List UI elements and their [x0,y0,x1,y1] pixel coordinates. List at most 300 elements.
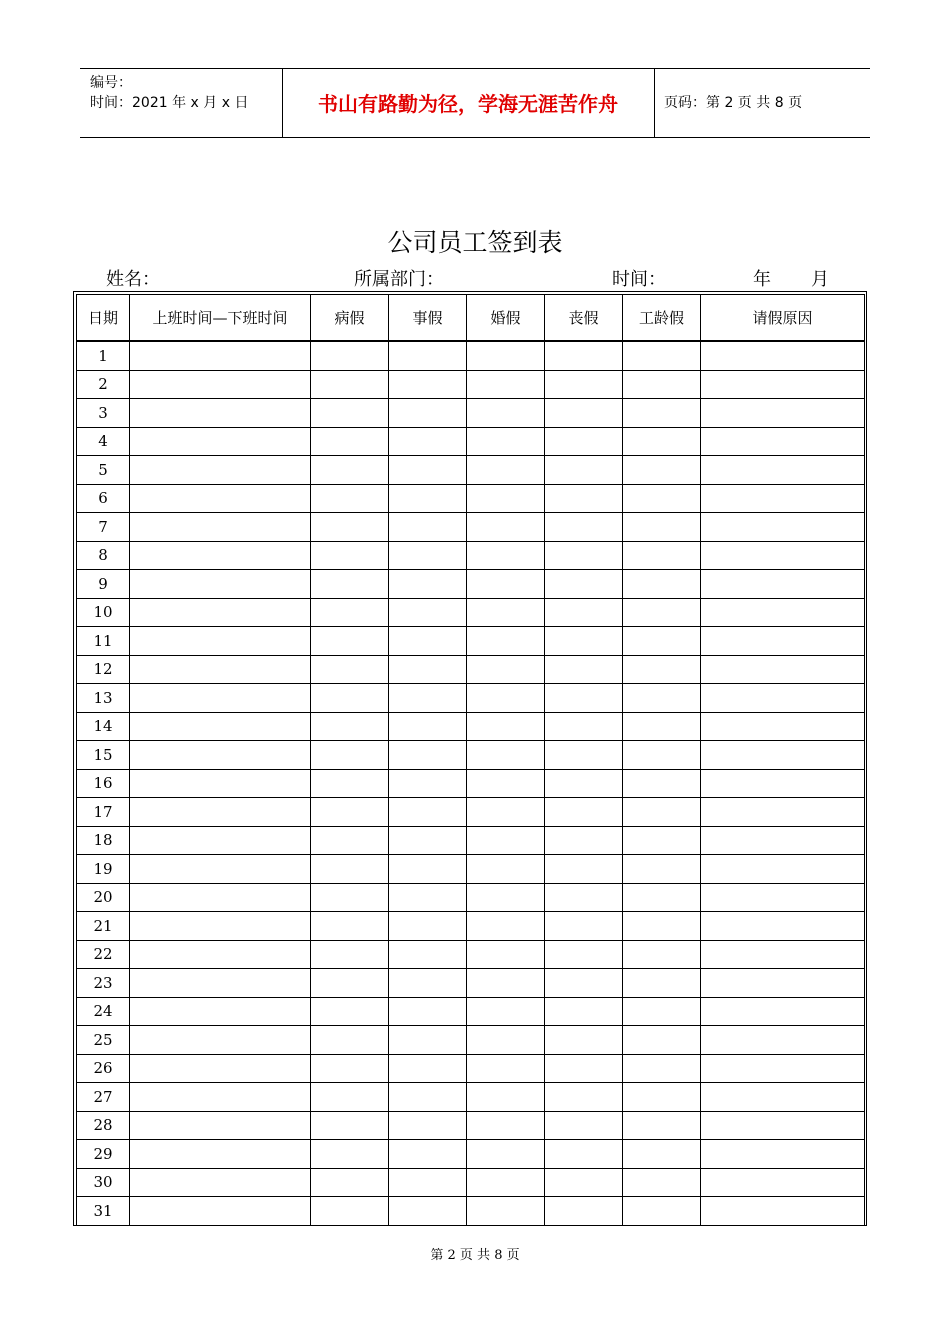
entry-cell[interactable] [623,655,701,684]
entry-cell[interactable] [545,1197,623,1226]
table-row [77,627,865,656]
entry-cell[interactable] [701,1026,865,1055]
entry-cell[interactable] [701,1111,865,1140]
day-number: 5 [77,456,130,485]
entry-cell[interactable] [467,1083,545,1112]
column-header: 病假 [311,295,389,342]
entry-cell[interactable] [130,912,311,941]
entry-cell[interactable] [623,1083,701,1112]
entry-cell[interactable] [467,1197,545,1226]
day-number: 19 [77,855,130,884]
day-number: 22 [77,940,130,969]
entry-cell[interactable] [389,912,467,941]
entry-cell[interactable] [545,798,623,827]
day-number: 26 [77,1054,130,1083]
entry-cell[interactable] [389,1083,467,1112]
entry-cell[interactable] [311,541,389,570]
entry-cell[interactable] [545,940,623,969]
entry-cell[interactable] [311,826,389,855]
entry-cell[interactable] [389,456,467,485]
entry-cell[interactable] [545,741,623,770]
entry-cell[interactable] [623,855,701,884]
day-number: 25 [77,1026,130,1055]
entry-cell[interactable] [467,712,545,741]
entry-cell[interactable] [311,798,389,827]
entry-cell[interactable] [311,427,389,456]
column-header: 工龄假 [623,295,701,342]
entry-cell[interactable] [311,513,389,542]
entry-cell[interactable] [311,855,389,884]
entry-cell[interactable] [389,541,467,570]
entry-cell[interactable] [545,855,623,884]
entry-cell[interactable] [130,627,311,656]
table-row [77,570,865,599]
entry-cell[interactable] [311,1168,389,1197]
entry-cell[interactable] [130,655,311,684]
entry-cell[interactable] [389,741,467,770]
day-number: 16 [77,769,130,798]
column-header: 日期 [77,295,130,342]
entry-cell[interactable] [311,940,389,969]
entry-cell[interactable] [467,627,545,656]
entry-cell[interactable] [130,456,311,485]
table-row [77,1168,865,1197]
entry-cell[interactable] [389,712,467,741]
day-number: 14 [77,712,130,741]
entry-cell[interactable] [545,826,623,855]
entry-cell[interactable] [623,1197,701,1226]
entry-cell[interactable] [311,1140,389,1169]
entry-cell[interactable] [701,370,865,399]
entry-cell[interactable] [311,969,389,998]
entry-cell[interactable] [467,684,545,713]
entry-cell[interactable] [389,427,467,456]
entry-cell[interactable] [623,456,701,485]
entry-cell[interactable] [467,541,545,570]
entry-cell[interactable] [623,484,701,513]
day-number: 10 [77,598,130,627]
entry-cell[interactable] [467,341,545,370]
entry-cell[interactable] [545,456,623,485]
entry-cell[interactable] [701,627,865,656]
entry-cell[interactable] [130,484,311,513]
entry-cell[interactable] [311,1083,389,1112]
entry-cell[interactable] [701,997,865,1026]
entry-cell[interactable] [701,1054,865,1083]
day-number: 20 [77,883,130,912]
table-row [77,855,865,884]
entry-cell[interactable] [389,997,467,1026]
column-header: 婚假 [467,295,545,342]
entry-cell[interactable] [389,570,467,599]
month-label: 月 [811,269,829,290]
entry-cell[interactable] [545,570,623,599]
entry-cell[interactable] [130,855,311,884]
entry-cell[interactable] [545,912,623,941]
day-number: 3 [77,399,130,428]
table-header-row [77,295,865,342]
entry-cell[interactable] [623,912,701,941]
entry-cell[interactable] [623,427,701,456]
entry-cell[interactable] [623,513,701,542]
entry-cell[interactable] [623,769,701,798]
entry-cell[interactable] [130,997,311,1026]
page-header [80,68,870,138]
entry-cell[interactable] [130,1111,311,1140]
entry-cell[interactable] [545,1168,623,1197]
header-motto: 书山有路勤为径，学海无涯苦作舟 [318,92,618,116]
time-label: 时间： [612,269,666,290]
entry-cell[interactable] [311,598,389,627]
table-row [77,484,865,513]
entry-cell[interactable] [389,1140,467,1169]
entry-cell[interactable] [545,370,623,399]
entry-cell[interactable] [467,370,545,399]
entry-cell[interactable] [545,1111,623,1140]
entry-cell[interactable] [389,826,467,855]
entry-cell[interactable] [623,969,701,998]
department-label: 所属部门： [354,269,444,290]
entry-cell[interactable] [130,1140,311,1169]
entry-cell[interactable] [467,912,545,941]
entry-cell[interactable] [389,341,467,370]
entry-cell[interactable] [623,741,701,770]
entry-cell[interactable] [389,370,467,399]
entry-cell[interactable] [389,769,467,798]
entry-cell[interactable] [467,1168,545,1197]
entry-cell[interactable] [545,655,623,684]
entry-cell[interactable] [311,912,389,941]
entry-cell[interactable] [130,1026,311,1055]
entry-cell[interactable] [701,541,865,570]
day-number: 11 [77,627,130,656]
entry-cell[interactable] [389,855,467,884]
entry-cell[interactable] [545,484,623,513]
entry-cell[interactable] [545,1026,623,1055]
entry-cell[interactable] [467,1111,545,1140]
entry-cell[interactable] [389,484,467,513]
entry-cell[interactable] [130,712,311,741]
day-number: 27 [77,1083,130,1112]
entry-cell[interactable] [389,798,467,827]
entry-cell[interactable] [545,541,623,570]
table-row [77,883,865,912]
table-row [77,427,865,456]
entry-cell[interactable] [467,826,545,855]
column-header: 丧假 [545,295,623,342]
entry-cell[interactable] [623,370,701,399]
entry-cell[interactable] [701,883,865,912]
table-row [77,940,865,969]
entry-cell[interactable] [130,598,311,627]
entry-cell[interactable] [467,1140,545,1169]
entry-cell[interactable] [311,712,389,741]
entry-cell[interactable] [311,655,389,684]
entry-cell[interactable] [701,513,865,542]
entry-cell[interactable] [545,769,623,798]
entry-cell[interactable] [701,341,865,370]
entry-cell[interactable] [545,598,623,627]
entry-cell[interactable] [311,741,389,770]
table-body [77,341,865,1225]
entry-cell[interactable] [389,598,467,627]
entry-cell[interactable] [467,1054,545,1083]
entry-cell[interactable] [130,883,311,912]
entry-cell[interactable] [545,684,623,713]
entry-cell[interactable] [701,712,865,741]
entry-cell[interactable] [130,399,311,428]
entry-cell[interactable] [311,1026,389,1055]
table-row [77,370,865,399]
entry-cell[interactable] [130,1197,311,1226]
entry-cell[interactable] [701,1083,865,1112]
day-number: 13 [77,684,130,713]
entry-cell[interactable] [130,1054,311,1083]
entry-cell[interactable] [467,855,545,884]
entry-cell[interactable] [701,456,865,485]
table-row [77,598,865,627]
table-row [77,456,865,485]
day-number: 15 [77,741,130,770]
entry-cell[interactable] [467,883,545,912]
entry-cell[interactable] [701,598,865,627]
table-row [77,541,865,570]
header-meta [90,73,248,113]
entry-cell[interactable] [545,341,623,370]
entry-cell[interactable] [545,883,623,912]
entry-cell[interactable] [623,798,701,827]
day-number: 7 [77,513,130,542]
entry-cell[interactable] [130,1168,311,1197]
entry-cell[interactable] [545,627,623,656]
name-label: 姓名： [106,269,160,290]
entry-cell[interactable] [467,997,545,1026]
entry-cell[interactable] [130,826,311,855]
entry-cell[interactable] [701,798,865,827]
entry-cell[interactable] [623,341,701,370]
attendance-table-frame [73,291,867,1226]
table-row [77,399,865,428]
entry-cell[interactable] [467,769,545,798]
table-row [77,969,865,998]
day-number: 6 [77,484,130,513]
day-number: 8 [77,541,130,570]
entry-cell[interactable] [130,513,311,542]
entry-cell[interactable] [467,969,545,998]
entry-cell[interactable] [311,883,389,912]
entry-cell[interactable] [130,1083,311,1112]
entry-cell[interactable] [467,940,545,969]
table-row [77,826,865,855]
entry-cell[interactable] [389,969,467,998]
entry-cell[interactable] [701,969,865,998]
number-label: 编号： [90,75,132,91]
entry-cell[interactable] [623,1140,701,1169]
entry-cell[interactable] [311,1054,389,1083]
entry-cell[interactable] [701,1140,865,1169]
entry-cell[interactable] [545,712,623,741]
entry-cell[interactable] [389,1026,467,1055]
entry-cell[interactable] [467,741,545,770]
entry-cell[interactable] [130,541,311,570]
table-row [77,513,865,542]
entry-cell[interactable] [701,855,865,884]
entry-cell[interactable] [130,427,311,456]
page-footer: 第 2 页 共 8 页 [430,1248,520,1263]
entry-cell[interactable] [701,741,865,770]
entry-cell[interactable] [389,684,467,713]
entry-cell[interactable] [623,940,701,969]
entry-cell[interactable] [701,399,865,428]
entry-cell[interactable] [545,513,623,542]
entry-cell[interactable] [389,940,467,969]
entry-cell[interactable] [130,940,311,969]
entry-cell[interactable] [701,427,865,456]
entry-cell[interactable] [623,997,701,1026]
date-label: 时间：2021 年 x 月 x 日 [90,95,249,111]
entry-cell[interactable] [545,1140,623,1169]
entry-cell[interactable] [623,627,701,656]
entry-cell[interactable] [311,997,389,1026]
entry-cell[interactable] [545,969,623,998]
day-number: 18 [77,826,130,855]
entry-cell[interactable] [467,456,545,485]
entry-cell[interactable] [311,627,389,656]
entry-cell[interactable] [623,1054,701,1083]
entry-cell[interactable] [130,741,311,770]
day-number: 24 [77,997,130,1026]
table-row [77,769,865,798]
entry-cell[interactable] [623,399,701,428]
table-row [77,741,865,770]
table-row [77,655,865,684]
entry-cell[interactable] [389,513,467,542]
table-row [77,1026,865,1055]
day-number: 29 [77,1140,130,1169]
entry-cell[interactable] [545,1054,623,1083]
entry-cell[interactable] [467,1026,545,1055]
entry-cell[interactable] [545,1083,623,1112]
entry-cell[interactable] [701,684,865,713]
table-row [77,798,865,827]
entry-cell[interactable] [701,769,865,798]
entry-cell[interactable] [623,598,701,627]
entry-cell[interactable] [467,399,545,428]
table-row [77,684,865,713]
entry-cell[interactable] [467,798,545,827]
entry-cell[interactable] [467,484,545,513]
day-number: 12 [77,655,130,684]
entry-cell[interactable] [389,627,467,656]
entry-cell[interactable] [623,541,701,570]
table-row [77,1140,865,1169]
day-number: 9 [77,570,130,599]
entry-cell[interactable] [130,370,311,399]
entry-cell[interactable] [311,1111,389,1140]
table-row [77,341,865,370]
day-number: 31 [77,1197,130,1226]
header-divider [654,69,655,137]
year-label: 年 [753,269,771,290]
table-row [77,1111,865,1140]
day-number: 23 [77,969,130,998]
entry-cell[interactable] [130,798,311,827]
column-header: 上班时间—下班时间 [130,295,311,342]
entry-cell[interactable] [311,570,389,599]
day-number: 2 [77,370,130,399]
entry-cell[interactable] [623,1168,701,1197]
entry-cell[interactable] [701,1197,865,1226]
entry-cell[interactable] [311,484,389,513]
entry-cell[interactable] [389,399,467,428]
entry-cell[interactable] [389,1168,467,1197]
entry-cell[interactable] [311,769,389,798]
entry-cell[interactable] [130,769,311,798]
entry-cell[interactable] [389,1197,467,1226]
entry-cell[interactable] [701,484,865,513]
day-number: 28 [77,1111,130,1140]
entry-cell[interactable] [467,570,545,599]
entry-cell[interactable] [311,1197,389,1226]
entry-cell[interactable] [623,1026,701,1055]
entry-cell[interactable] [467,427,545,456]
header-page-info: 页码：第 2 页 共 8 页 [664,95,803,111]
entry-cell[interactable] [389,655,467,684]
entry-cell[interactable] [545,427,623,456]
entry-cell[interactable] [701,1168,865,1197]
entry-cell[interactable] [389,883,467,912]
entry-cell[interactable] [467,513,545,542]
table-row [77,1197,865,1226]
entry-cell[interactable] [701,655,865,684]
entry-cell[interactable] [467,655,545,684]
entry-cell[interactable] [623,684,701,713]
table-row [77,997,865,1026]
entry-cell[interactable] [311,456,389,485]
entry-cell[interactable] [130,969,311,998]
day-number: 30 [77,1168,130,1197]
table-row [77,712,865,741]
column-header: 事假 [389,295,467,342]
entry-cell[interactable] [623,712,701,741]
entry-cell[interactable] [545,997,623,1026]
day-number: 17 [77,798,130,827]
entry-cell[interactable] [701,940,865,969]
entry-cell[interactable] [623,826,701,855]
entry-cell[interactable] [130,570,311,599]
entry-cell[interactable] [311,370,389,399]
entry-cell[interactable] [545,399,623,428]
entry-cell[interactable] [623,570,701,599]
entry-cell[interactable] [130,341,311,370]
table-row [77,912,865,941]
column-header: 请假原因 [701,295,865,342]
day-number: 21 [77,912,130,941]
entry-cell[interactable] [467,598,545,627]
entry-cell[interactable] [701,912,865,941]
entry-cell[interactable] [311,399,389,428]
entry-cell[interactable] [623,1111,701,1140]
entry-cell[interactable] [311,684,389,713]
entry-cell[interactable] [130,684,311,713]
entry-cell[interactable] [701,570,865,599]
entry-cell[interactable] [701,826,865,855]
day-number: 4 [77,427,130,456]
entry-cell[interactable] [311,341,389,370]
entry-cell[interactable] [389,1111,467,1140]
entry-cell[interactable] [623,883,701,912]
entry-cell[interactable] [389,1054,467,1083]
